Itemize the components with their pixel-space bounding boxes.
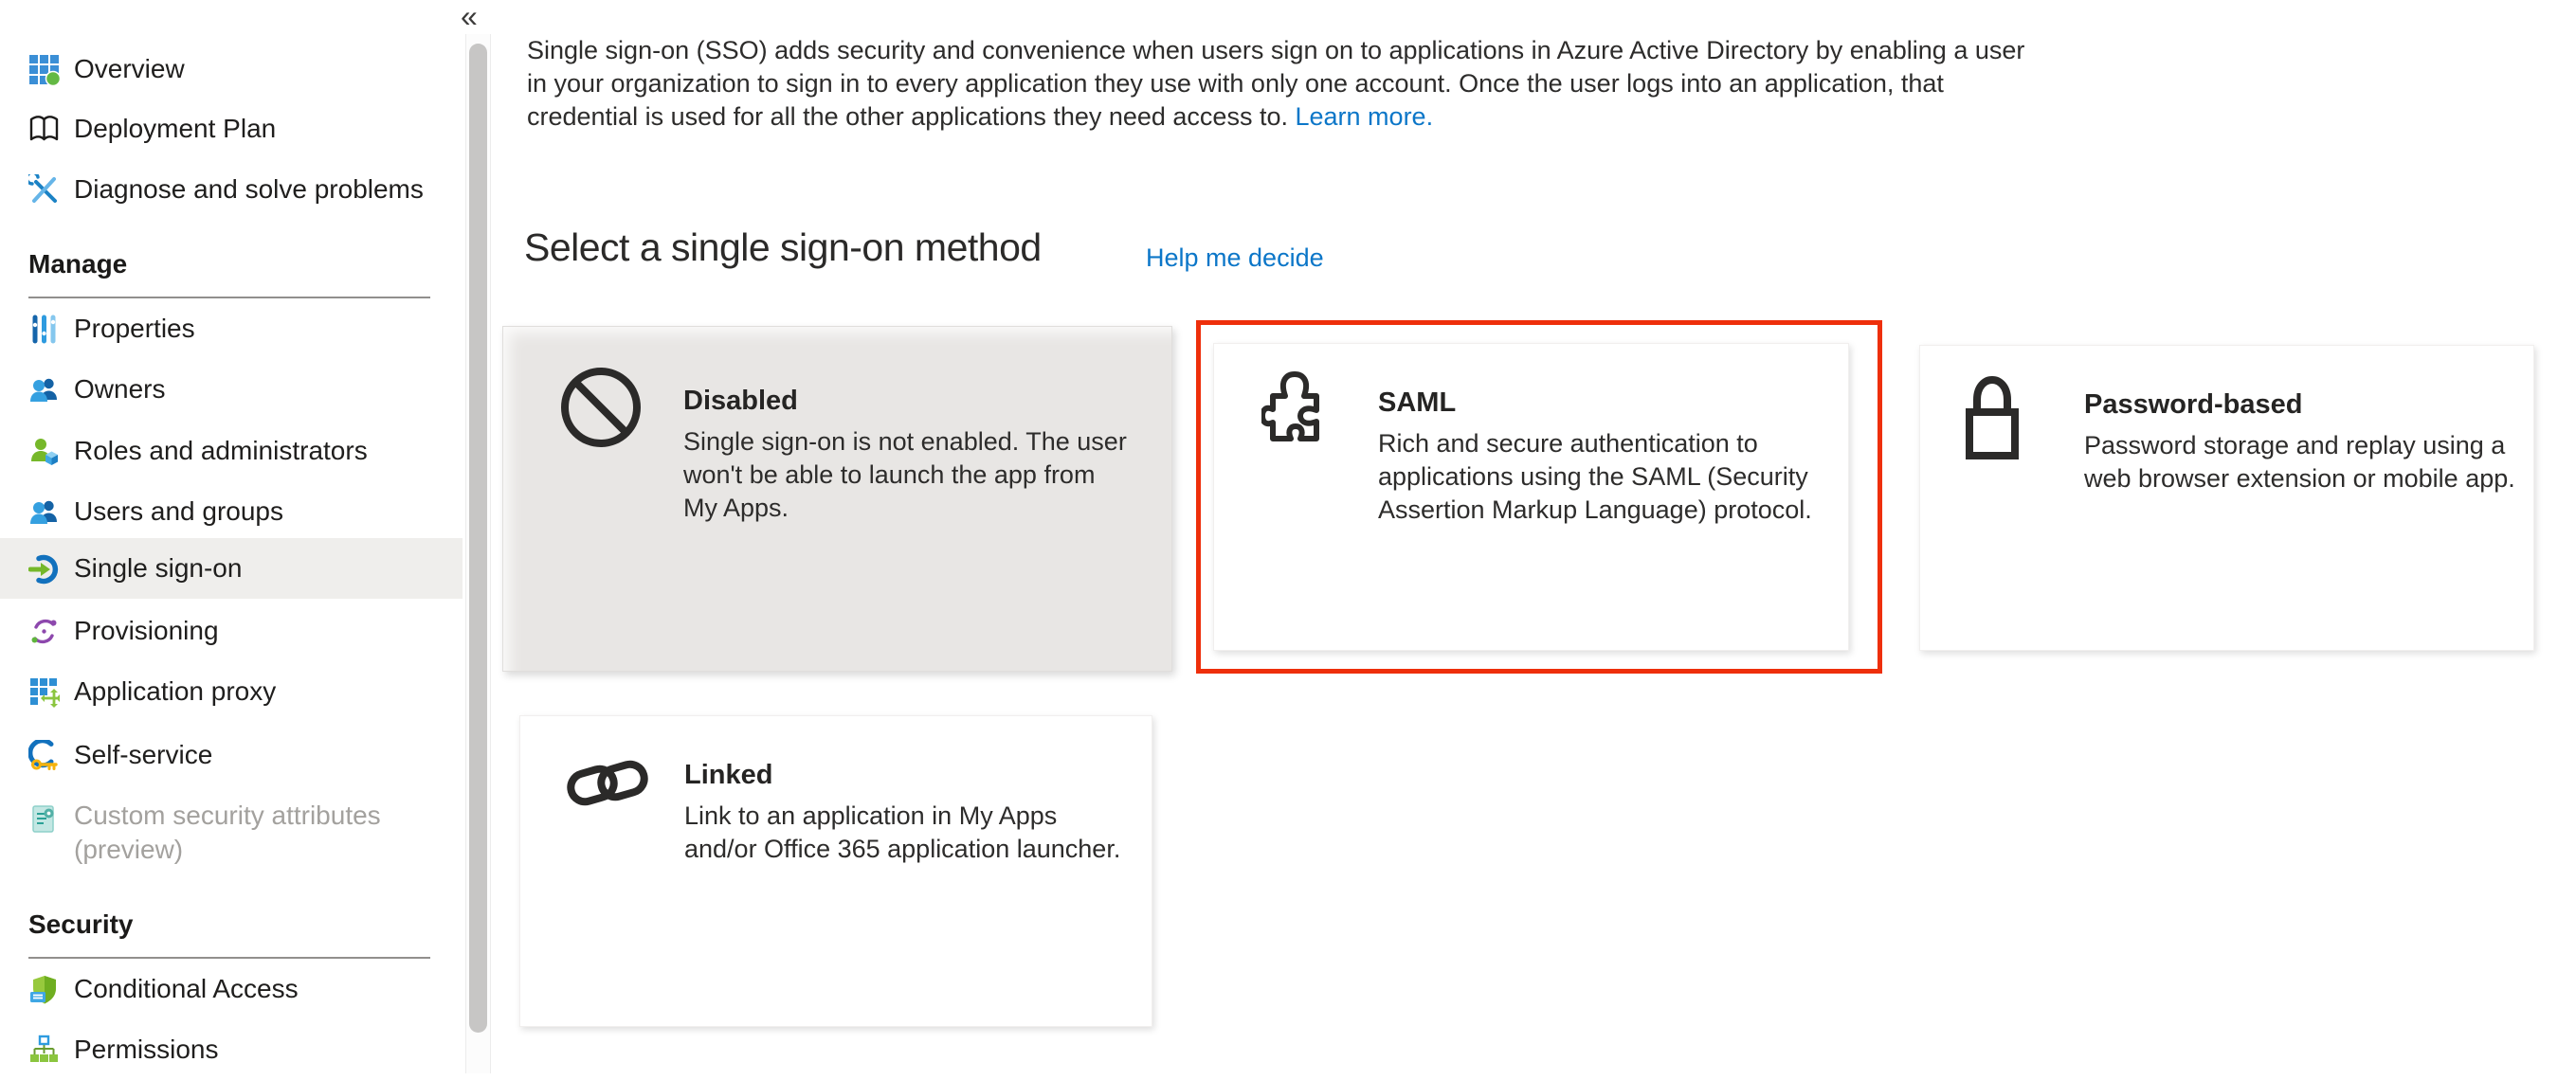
sidebar-item-label: Self-service xyxy=(74,740,213,769)
document-gear-icon xyxy=(28,803,60,835)
lock-icon xyxy=(1962,374,2023,466)
sidebar-item-custom-security-attributes[interactable] xyxy=(0,785,463,880)
sidebar-item-label: Single sign-on xyxy=(74,553,243,583)
tools-icon xyxy=(28,174,60,206)
overview-icon xyxy=(28,54,60,85)
card-description: Password storage and replay using a web browser extension or mobile app. xyxy=(2084,431,2515,493)
sidebar-item-properties[interactable] xyxy=(0,298,463,359)
sidebar-section-security: Security xyxy=(28,909,134,939)
book-icon xyxy=(28,114,60,145)
sidebar-item-label: Provisioning xyxy=(74,616,219,645)
sidebar-collapse-button[interactable]: « xyxy=(461,0,478,33)
sliders-icon xyxy=(28,314,60,345)
sidebar-item-label: Users and groups xyxy=(74,496,284,526)
sidebar-item-label: Owners xyxy=(74,374,166,404)
sidebar-item-label: Application proxy xyxy=(74,676,277,706)
org-chart-icon xyxy=(28,1035,60,1066)
sso-method-card-disabled[interactable] xyxy=(502,326,1172,672)
page-title: Select a single sign-on method xyxy=(524,225,1042,269)
sidebar-item-label: Roles and administrators xyxy=(74,436,368,465)
sidebar-item-label: Custom security attributes (preview) xyxy=(74,801,381,864)
sidebar-item-label: Properties xyxy=(74,314,195,343)
card-title: Linked xyxy=(684,760,773,790)
shield-icon xyxy=(28,974,60,1005)
sso-method-card-password-based[interactable] xyxy=(1919,345,2534,651)
sidebar-scrollbar-thumb[interactable] xyxy=(469,44,487,1033)
sidebar-item-application-proxy[interactable] xyxy=(0,661,463,722)
sidebar-item-label: Permissions xyxy=(74,1035,219,1064)
sidebar xyxy=(0,0,463,1073)
sidebar-item-label: Diagnose and solve problems xyxy=(74,174,424,204)
sso-method-card-saml[interactable] xyxy=(1213,343,1849,651)
sidebar-item-conditional-access[interactable] xyxy=(0,959,463,1019)
intro-line-3: credential is used for all the other applications they need access to. Learn more. xyxy=(527,102,1434,131)
sidebar-item-provisioning[interactable] xyxy=(0,601,463,661)
sidebar-scrollbar-track[interactable] xyxy=(465,34,491,1073)
sidebar-item-single-sign-on[interactable] xyxy=(0,538,463,599)
sidebar-item-diagnose[interactable] xyxy=(0,159,463,220)
sidebar-item-permissions[interactable] xyxy=(0,1019,463,1080)
sidebar-item-overview[interactable] xyxy=(0,39,463,99)
sidebar-item-owners[interactable] xyxy=(0,359,463,420)
key-circle-icon xyxy=(28,740,60,771)
intro-line-1: Single sign-on (SSO) adds security and convenience when users sign on to applications in Azure Active Directory by enabling a user xyxy=(527,36,2025,64)
sidebar-item-deployment-plan[interactable] xyxy=(0,99,463,159)
sidebar-item-label: Overview xyxy=(74,54,185,83)
help-me-decide-link[interactable]: Help me decide xyxy=(1146,243,1324,272)
sidebar-item-label: Conditional Access xyxy=(74,974,299,1003)
card-description: Rich and secure authentication to applications using the SAML (Security Assertion Markup Language) protocol. xyxy=(1378,429,1812,524)
sidebar-item-label: Deployment Plan xyxy=(74,114,277,143)
sidebar-item-self-service[interactable] xyxy=(0,725,463,785)
card-title: SAML xyxy=(1378,387,1457,418)
sign-in-arrow-icon xyxy=(28,553,60,585)
link-icon xyxy=(565,754,650,818)
puzzle-icon xyxy=(1261,369,1330,452)
card-title: Disabled xyxy=(683,386,798,416)
learn-more-link[interactable]: Learn more. xyxy=(1295,102,1434,131)
card-description: Link to an application in My Apps and/or Office 365 application launcher. xyxy=(684,801,1121,863)
grid-arrows-icon xyxy=(28,676,60,708)
people-icon xyxy=(28,374,60,405)
sync-icon xyxy=(28,616,60,647)
card-title: Password-based xyxy=(2084,389,2303,420)
sso-intro-paragraph xyxy=(527,34,2024,134)
prohibition-icon xyxy=(560,367,642,453)
intro-line-2: in your organization to sign in to every application they use with only one account. Once the user logs into an application, that xyxy=(527,69,1944,98)
sidebar-item-roles[interactable] xyxy=(0,421,463,481)
card-description: Single sign-on is not enabled. The user won't be able to launch the app from My Apps. xyxy=(683,427,1127,522)
people-icon xyxy=(28,496,60,528)
person-cube-icon xyxy=(28,436,60,467)
sidebar-section-manage: Manage xyxy=(28,249,128,279)
sso-method-card-linked[interactable] xyxy=(519,715,1152,1027)
sidebar-item-users-groups[interactable] xyxy=(0,481,463,542)
